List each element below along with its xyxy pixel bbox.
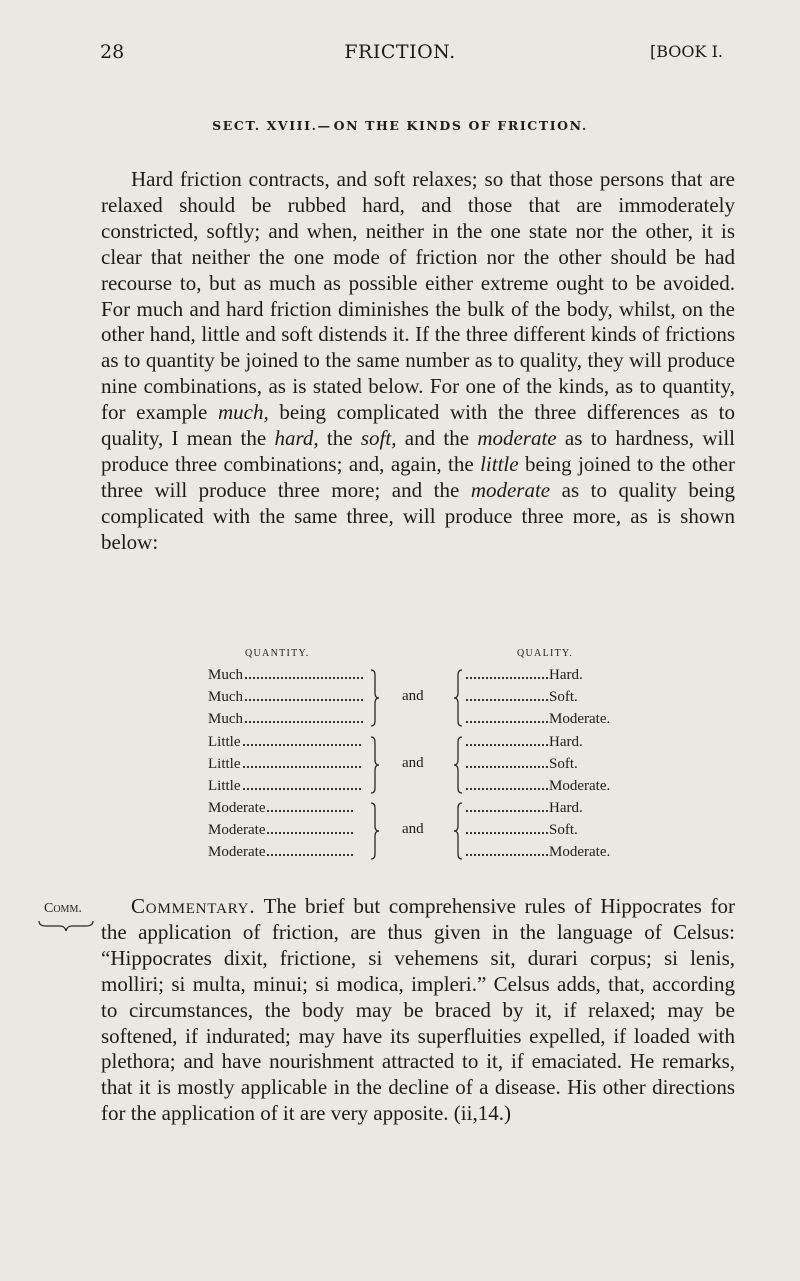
right-brace	[370, 736, 380, 794]
quality-label: Hard.	[549, 800, 583, 816]
emphasis-much: much,	[217, 400, 269, 425]
leader-dots	[243, 756, 361, 768]
section-title: ON THE KINDS OF FRICTION.	[333, 118, 588, 133]
left-brace	[453, 736, 463, 794]
quality-cell	[466, 687, 578, 707]
quantity-label: Moderate	[208, 822, 266, 838]
leader-dots	[466, 800, 548, 812]
and-connector: and	[402, 755, 424, 771]
quality-label: Moderate.	[549, 844, 611, 860]
quantity-cell	[208, 820, 353, 840]
quantity-label: Moderate	[208, 844, 266, 860]
right-brace	[370, 802, 380, 860]
paragraph-text: and the	[396, 426, 478, 451]
quality-header: QUALITY.	[517, 648, 574, 659]
emphasis-moderate: moderate	[477, 426, 557, 451]
leader-dots	[267, 800, 353, 812]
section-heading	[0, 118, 800, 133]
margin-label: Comm.	[44, 901, 82, 916]
leader-dots	[245, 667, 363, 679]
quantity-cell	[208, 709, 363, 729]
quality-cell	[466, 776, 610, 796]
section-number: SECT. XVIII.	[212, 118, 318, 133]
quality-cell	[466, 842, 610, 862]
page-number: 28	[100, 41, 125, 63]
leader-dots	[466, 667, 548, 679]
leader-dots	[466, 711, 548, 723]
quantity-label: Moderate	[208, 800, 266, 816]
emphasis-little: little	[480, 451, 519, 476]
quality-label: Soft.	[549, 822, 578, 838]
quantity-label: Much	[208, 667, 243, 683]
quality-cell	[466, 754, 578, 774]
quality-label: Soft.	[549, 689, 578, 705]
quantity-label: Little	[208, 778, 241, 794]
quantity-label: Little	[208, 756, 241, 772]
quantity-cell	[208, 754, 361, 774]
commentary-text: The brief but comprehensive rules of Hippocrates for the application of friction, are thus given in the language of Celsus: “Hippocrates dixit, frictione, si vehemens sit, durari corpus; si lenis, molliri; si multa, minui; si modica, impleri.” Celsus adds, that, according to circumstances, the body may be braced by it, if relaxed; may be softened, if indurated; may have its superfluities expelled, if loaded with plethora; and have nourishment attracted to it, if emaciated. He remarks, that it is mostly applicable in the decline of a disease. His other directions for the application of it are very apposite. (ii,14.)	[101, 894, 735, 1126]
section-dash: —	[317, 118, 332, 133]
and-connector: and	[402, 688, 424, 704]
emphasis-soft: soft,	[360, 426, 397, 451]
commentary-lead: Commentary.	[131, 894, 256, 918]
quantity-cell	[208, 798, 353, 818]
leader-dots	[243, 734, 361, 746]
quantity-cell	[208, 732, 361, 752]
quantity-cell	[208, 776, 361, 796]
leader-dots	[267, 844, 353, 856]
and-connector: and	[402, 821, 424, 837]
quality-label: Soft.	[549, 756, 578, 772]
paragraph-friction-kinds	[101, 167, 735, 556]
leader-dots	[466, 734, 548, 746]
quantity-label: Much	[208, 689, 243, 705]
quality-label: Hard.	[549, 734, 583, 750]
quantity-label: Little	[208, 734, 241, 750]
margin-brace-icon	[38, 920, 94, 932]
leader-dots	[245, 711, 363, 723]
quantity-label: Much	[208, 711, 243, 727]
quality-cell	[466, 665, 583, 685]
quantity-cell	[208, 665, 363, 685]
quality-label: Moderate.	[549, 778, 611, 794]
leader-dots	[466, 756, 548, 768]
paragraph-text: the	[318, 426, 361, 451]
emphasis-hard: hard,	[274, 426, 319, 451]
leader-dots	[466, 844, 548, 856]
quality-label: Moderate.	[549, 711, 611, 727]
paragraph-text: as to quality being complicated with the same three, will produce three more, as is shown below:	[101, 477, 736, 554]
leader-dots	[466, 822, 548, 834]
leader-dots	[466, 778, 548, 790]
paragraph-text: as to hardness, will produce three combinations; and, again, the	[101, 426, 736, 476]
quality-label: Hard.	[549, 667, 583, 683]
left-brace	[453, 669, 463, 727]
right-brace	[370, 669, 380, 727]
quantity-cell	[208, 687, 363, 707]
quantity-cell	[208, 842, 353, 862]
running-title: FRICTION.	[344, 41, 456, 63]
quantity-header: QUANTITY.	[245, 648, 310, 659]
left-brace	[453, 802, 463, 860]
leader-dots	[243, 778, 361, 790]
emphasis-moderate: moderate	[470, 477, 551, 502]
paragraph-commentary	[101, 894, 735, 1127]
quality-cell	[466, 709, 610, 729]
leader-dots	[466, 689, 548, 701]
leader-dots	[267, 822, 353, 834]
quality-cell	[466, 732, 583, 752]
quality-cell	[466, 798, 583, 818]
book-label: [BOOK I.	[650, 42, 723, 61]
combinations-table	[0, 648, 800, 868]
paragraph-text: being complicated with the three differences as to quality, I mean the	[101, 400, 735, 451]
leader-dots	[245, 689, 363, 701]
paragraph-text: Hard friction contracts, and soft relaxes; so that those persons that are relaxed should be rubbed hard, and those that are immoderately constricted, softly; and when, neither in the one state nor the other, it is clear that neither the one mode of friction nor the other should be had recourse to, but as much as possible either extreme ought to be avoided. For much and hard friction diminishes the bulk of the body, whilst, on the other hand, little and soft distends it. If the three different kinds of frictions as to quantity be joined to the same number as to quality, they will produce nine combinations, as is stated below. For one of the kinds, as to quantity, for example	[101, 167, 735, 425]
paragraph-text: being joined to the other three will produce three more; and the	[101, 451, 735, 502]
quality-cell	[466, 820, 578, 840]
